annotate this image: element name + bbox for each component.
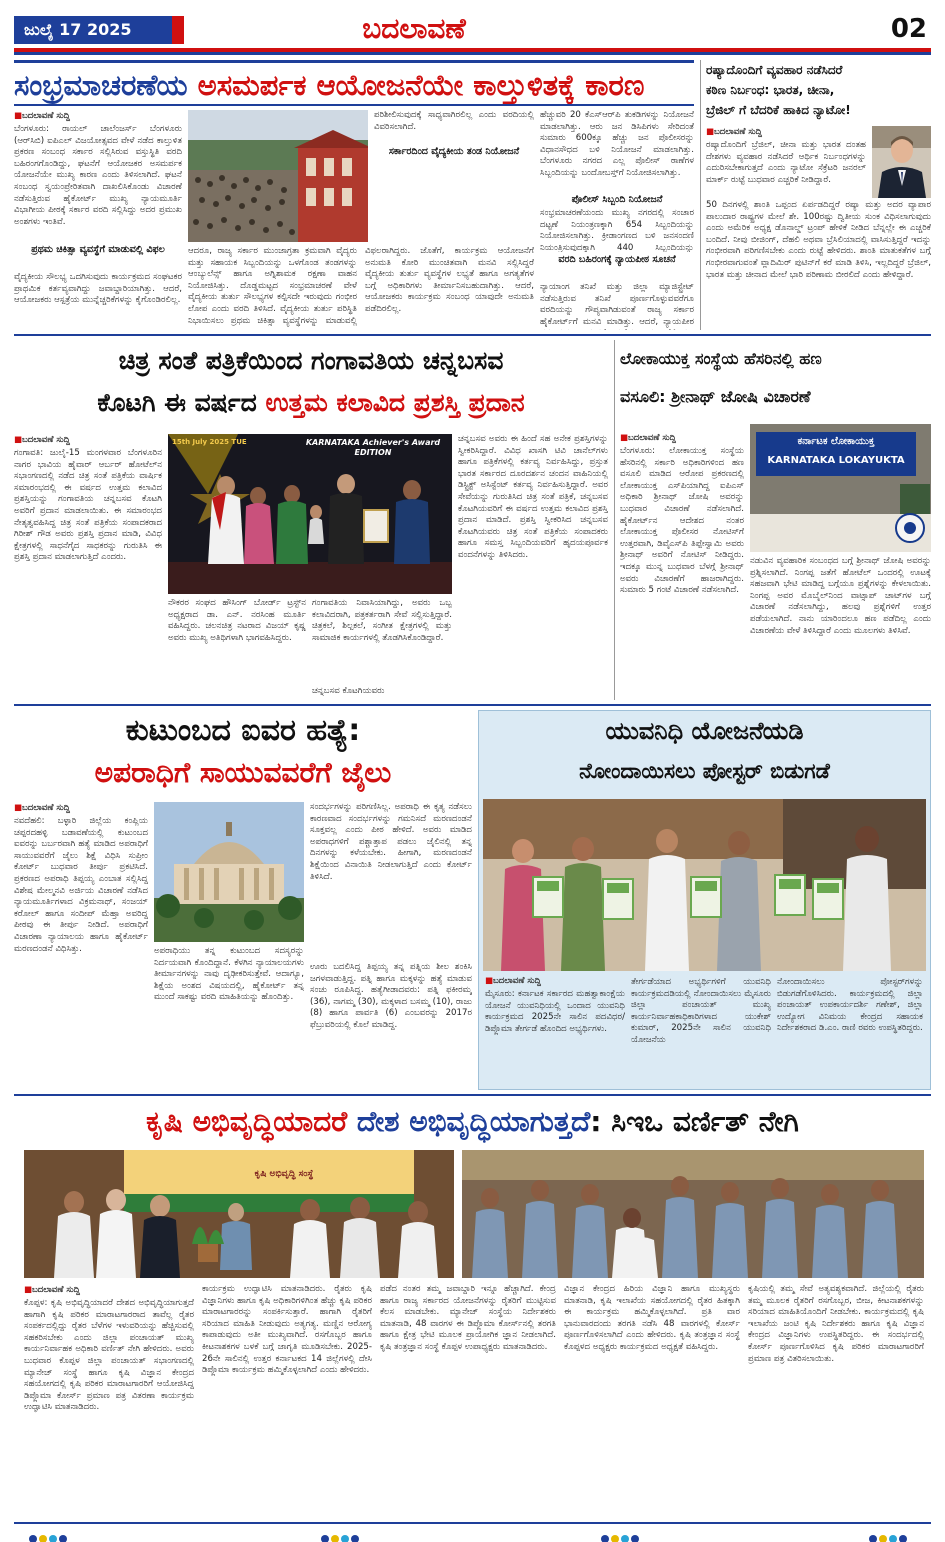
byline: ■ ಬದಲಾವಣೆ ಸುದ್ದಿ: [14, 434, 162, 446]
poster-release-photo: [483, 799, 926, 971]
stampede-crowd-photo: [188, 110, 368, 242]
dot: [899, 1535, 907, 1542]
dot: [49, 1535, 57, 1542]
dot: [341, 1535, 349, 1542]
article-lokayukta: [620, 340, 931, 700]
column-4: ವಿಜ್ಞಾನ ಕೇಂದ್ರದ ಹಿರಿಯ ವಿಜ್ಞಾನಿ ಹಾಗೂ ಮುಖ್ಯಸ್ಥರು ಮಾತನಾಡಿ, ಕೃಷಿ ಇಲಾಖೆಯ ಸಹಯೋಗದಲ್ಲಿ ರೈತರ ಹಿತಕ್ಕಾಗಿ ಈ ಕಾರ್ಯಕ್ರಮ ಹಮ್ಮಿಕೊಳ್ಳಲಾಗಿದೆ. ಪ್ರತಿ ವಾರ ಭಾನುವಾರದಂದು ತರಗತಿ ನಡೆಸಿ 48 ವಾರಗಳಲ್ಲಿ ಕೋರ್ಸ್ ಪೂರ್ಣಗೊಳಿಸಲಾಗಿದೆ ಎಂದು ಹೇಳಿದರು. ಕೃಷಿ ತಂತ್ರಜ್ಞಾನ ಸಂಸ್ಥೆ ಕೊಪ್ಪಳದ ಅಧ್ಯಕ್ಷರು ಕಾರ್ಯಕ್ರಮದ ಅಧ್ಯಕ್ಷತೆ ವಹಿಸಿದ್ದರು.: [564, 1284, 740, 1352]
intro: ರಷ್ಯಾದೊಂದಿಗೆ ಬ್ರೆಜಿಲ್, ಚೀನಾ ಮತ್ತು ಭಾರತ ದಂತಹ ದೇಶಗಳು ವ್ಯವಹಾರ ನಡೆಸಿದರೆ ಆರ್ಥಿಕ ನಿರ್ಬಂಧಗಳನ್ನು ಎದುರಿಸಬೇಕಾಗುತ್ತದೆ ಎಂದು ನ್ಯಾಟೋ ಸೆಕ್ರೆಟರಿ ಜನರಲ್ ಮಾರ್ಕ್ ರುಟ್ಟೆ ಬುಧವಾರ ಎಚ್ಚರಿಕೆ ನೀಡಿದ್ದಾರೆ.: [706, 140, 866, 185]
column-3c: ನ್ಯಾಯಾಂಗ ತನಿಖೆ ಮತ್ತು ಜಿಲ್ಲಾ ಮ್ಯಾಜಿಸ್ಟ್ರೇಟ್ ನಡೆಸುತ್ತಿರುವ ತನಿಖೆ ಪೂರ್ಣಗೊಳ್ಳುವವರೆಗೂ ವರದಿಯನ್ನು ಗೌಪ್ಯವಾಗಿಡುವಂತೆ ರಾಜ್ಯ ಸರ್ಕಾರ ಹೈಕೋರ್ಟ್‌ಗೆ ಮನವಿ ಮಾಡಿತ್ತು. ಆದರೆ, ನ್ಯಾಯಪೀಠ: [540, 282, 694, 327]
column-1: ಮೈಸೂರು: ಕರ್ನಾಟಕ ಸರ್ಕಾರದ ಮಹತ್ವಾಕಾಂಕ್ಷೆಯ ಯೋಜನೆ ಯುವನಿಧಿಯಲ್ಲಿ ಒಂದಾದ ಯುವನಿಧಿ ಕಾರ್ಯಕ್ರಮದ 2025ನೇ ಸಾಲಿನ ಪದವಿಧರ/ ಡಿಪ್ಲೊಮಾ ತೇರ್ಗಡೆ ಹೊಂದಿದ ಅಭ್ಯರ್ಥಿಗಳು.: [485, 989, 625, 1034]
footer-dots-right: [868, 1528, 928, 1538]
column-2-bottom: ಅಪರಾಧಿಯು ತನ್ನ ಕುಟುಂಬದ ಸದಸ್ಯರನ್ನು ನಿರ್ದಯವಾಗಿ ಕೊಂದಿದ್ದಾನೆ. ಕೆಳಗಿನ ನ್ಯಾಯಾಲಯಗಳು ತೀರ್ಮಾನಗಳನ್ನು ನಾವು ದೃಢೀಕರಿಸುತ್ತೇವೆ. ಆದಾಗ್ಯೂ, ಶಿಕ್ಷೆಯ ಅಂಶದ ವಿಷಯದಲ್ಲಿ, ಹೈಕೋರ್ಟ್ ತನ್ನ ಮುಂದೆ ಸಾಕಷ್ಟು ವರದಿ ಮಾಹಿತಿಯನ್ನು ಹೊಂದಿತ್ತು.: [154, 946, 304, 1003]
headline-line-2: [14, 382, 608, 424]
column-3b: ಸಂಭ್ರಮಾಚರಣೆಯಂದು ಮುಖ್ಯ ನಗರದಲ್ಲಿ ಸಂಚಾರ ದಟ್ಟಣೆ ನಿಯಂತ್ರಣಕ್ಕಾಗಿ 654 ಸಿಬ್ಬಂದಿಯನ್ನು ನಿಯೋಜಿಸಲಾಗಿತ್ತು. ಕ್ರೀಡಾಂಗಣದ ಬಳಿ ಜನಸಂದಣಿ ನಿಯಂತ್ರಿಸುವುದಕ್ಕಾಗಿ 440 ಸಿಬ್ಬಂದಿಯನ್ನು: [540, 208, 694, 252]
event-banner-text: ಕೃಷಿ ಅಭಿವೃದ್ಧಿ ಸಂಸ್ಥೆ: [254, 1169, 314, 1179]
trainees-audience-photo: [462, 1150, 924, 1278]
headline-line-1: ಲೋಕಾಯುಕ್ತ ಸಂಸ್ಥೆಯ ಹೆಸರಿನಲ್ಲಿ ಹಣ: [620, 349, 822, 368]
byline: ■ ಬದಲಾವಣೆ ಸುದ್ದಿ: [620, 432, 744, 444]
headline-line-2: ನೋಂದಾಯಿಸಲು ಪೋಸ್ಟರ್ ಬಿಡುಗಡೆ: [579, 759, 830, 783]
photo-banner-title: KARNATAKA Achiever's Award EDITION: [305, 438, 441, 457]
column-1: ಬೆಂಗಳೂರು: ರಾಯಲ್ ಚಾಲೆಂಜರ್ಸ್ ಬೆಂಗಳೂರು (ಆರ್‌ಸಿಬಿ) ಐಪಿಎಲ್ ವಿಜಯೋತ್ಸವದ ವೇಳೆ ನಡೆದ ಕಾಲ್ತುಳಿತ ಪ್ರಕರಣ ಸಂಬಂಧ ಸರ್ಕಾರ ಸಲ್ಲಿಸಿರುವ ವಸ್ತುಸ್ಥಿತಿ ವರದಿ ಬಹಿರಂಗಗೊಂಡಿದ್ದು, ಘಟನೆಗೆ ಆಯೋಜಕರ ಅಸಮರ್ಪಕ ಯೋಜನೆಯೇ ಮುಖ್ಯ ಕಾರಣ ಎಂದು ತಿಳಿಸಲಾಗಿದೆ. ಘಟನೆ ಸಂಬಂಧ ಸ್ವಯಂಪ್ರೇರಿತವಾಗಿ ದಾಖಲಿಸಿಕೊಂಡು ವಿಚಾರಣೆ ನಡೆಸುತ್ತಿರುವ ಹೈಕೋರ್ಟ್ ಮುಖ್ಯ ನ್ಯಾಯಮೂರ್ತಿ ವಿಭಾಗೀಯ ಪೀಠಕ್ಕೆ ಸರ್ಕಾರ ವರದಿ ಸಲ್ಲಿಸಿದ್ದು ಅದರ ಪ್ರಮುಖ ಅಂಶಗಳು ಇಂತಿವೆ.: [14, 124, 182, 227]
sign-text-english: KARNATAKA LOKAYUKTA: [767, 455, 905, 466]
headline: [14, 340, 608, 428]
divider-vertical-2: [614, 340, 615, 700]
headline-line-2a: ಕೊಟಗಿ ಈ ವರ್ಷದ: [97, 388, 266, 417]
divider-vertical: [700, 60, 701, 330]
column-1b: ವೈದ್ಯಕೀಯ ಸೌಲಭ್ಯ ಒದಗಿಸುವುದು ಕಾರ್ಯಕ್ರಮದ ಸಂಘಟಕರ ಪ್ರಾಥಮಿಕ ಕರ್ತವ್ಯವಾಗಿದ್ದು ಜವಾಬ್ದಾರಿಯಾಗಿತ್ತು. ಆದರೆ, ಆಯೋಜಕರು ಆಸ್ಪತ್ರೆಯ ಮುನ್ನೆಚ್ಚರಿಕೆಗಳನ್ನು ಕೈಗೊಂಡಿರಲಿಲ್ಲ.: [14, 272, 182, 306]
subheading-first-aid: ಪ್ರಥಮ ಚಿಕಿತ್ಸಾ ವ್ಯವಸ್ಥೆಗೆ ಮಾಡುವಲ್ಲಿ ವಿಫಲ: [31, 244, 165, 255]
column-1: ನವದೆಹಲಿ: ಬಳ್ಳಾರಿ ಜಿಲ್ಲೆಯ ಕಂಪ್ಲಿಯ ಚಪ್ಪರದಹಳ್ಳಿ ಬಡಾವಣೆಯಲ್ಲಿ ಕುಟುಂಬದ ಐವರನ್ನು ಬರ್ಬರವಾಗಿ ಹತ್ಯೆ ಮಾಡಿದ ಅಪರಾಧಿಗೆ ಸಾಯುವವರೆಗೆ ಜೈಲು ಶಿಕ್ಷೆ ವಿಧಿಸಿ ಸುಪ್ರೀಂ ಕೋರ್ಟ್ ಬುಧವಾರ ತೀರ್ಪು ಪ್ರಕಟಿಸಿದೆ. ಪ್ರಕರಣದ ಅಪರಾಧಿ ತಿಪ್ಪಯ್ಯ ಎಂಬಾತ ಸಲ್ಲಿಸಿದ್ದ ವಿಶೇಷ ಮೇಲ್ಮನವಿ ಅರ್ಜಿಯ ವಿಚಾರಣೆ ನಡೆಸಿದ ನ್ಯಾಯಮೂರ್ತಿಗಳಾದ ವಿಕ್ರಮನಾಥ್, ಸಂಜಯ್ ಕರೋಲ್ ಹಾಗೂ ಸಂದೀಪ್ ಮೆಹ್ತಾ ಅವರಿದ್ದ ಪೀಠವು ಈ ತೀರ್ಪು ನೀಡಿದೆ. ಅಪರಾಧಿಗೆ ವಿಚಾರಣಾ ನ್ಯಾಯಾಲಯ ಹಾಗೂ ಹೈಕೋರ್ಟ್ ಮರಣದಂಡನೆ ವಿಧಿಸಿತ್ತು.: [14, 816, 148, 954]
footer-dots-center-left: [320, 1528, 380, 1538]
headline: [620, 340, 931, 420]
dot: [621, 1535, 629, 1542]
header-rule-blue: [14, 52, 931, 55]
column-2: ಕಾರ್ಯಕ್ರಮ ಉದ್ಘಾಟಿಸಿ ಮಾತನಾಡಿದರು. ರೈತರು ಕೃಷಿ ವಿಜ್ಞಾನಿಗಳು ಹಾಗೂ ಕೃಷಿ ಅಧಿಕಾರಿಗಳಿಗಿಂತ ಹೆಚ್ಚು ಕೃಷಿ ಪರಿಕರ ಮಾರಾಟಗಾರರನ್ನು ಸಂಪರ್ಕಿಸುತ್ತಾರೆ. ಹಾಗಾಗಿ ರೈತರಿಗೆ ಸರಿಯಾದ ಮಾಹಿತಿ ನೀಡುವುದು ಅತ್ಯಗತ್ಯ. ಮಣ್ಣಿನ ಆರೋಗ್ಯ ಕಾಪಾಡುವುದು ಅತೀ ಮುಖ್ಯವಾಗಿದೆ. ರಸಗೊಬ್ಬರ ಹಾಗೂ ಕೀಟನಾಶಕಗಳ ಬಳಕೆ ಬಗ್ಗೆ ಜಾಗೃತಿ ಮೂಡಿಸಬೇಕು. 2025-26ನೇ ಸಾಲಿನಲ್ಲಿ ಉತ್ತರ ಕರ್ನಾಟಕದ 14 ಜಿಲ್ಲೆಗಳಲ್ಲಿ ದೇಸಿ ಡಿಪ್ಲೊಮಾ ಕಾರ್ಯಕ್ರಮ ಹಮ್ಮಿಕೊಳ್ಳಲಾಗಿದೆ ಎಂದು ಹೇಳಿದರು.: [202, 1284, 372, 1376]
headline-line-1: ರಷ್ಯಾದೊಂದಿಗೆ ವ್ಯವಹಾರ ನಡೆಸಿದರೆ: [706, 63, 843, 77]
dot: [869, 1535, 877, 1542]
masthead: ಬದಲಾವಣೆ: [362, 12, 466, 45]
headline-part-2: ದೇಶ ಅಭಿವೃದ್ಧಿಯಾಗುತ್ತದೆ: [356, 1105, 591, 1138]
header: [14, 12, 931, 48]
column-3: ಗಂಗಾವತಿಯ ನಿವಾಸಿಯಾಗಿದ್ದು, ಅವರು ಒಬ್ಬ ಕಲಾವಿದರಾಗಿ, ಪತ್ರಕರ್ತರಾಗಿ ಸೇವೆ ಸಲ್ಲಿಸುತ್ತಿದ್ದಾರೆ. ಚಿತ್ರಕಲೆ, ಶಿಲ್ಪಕಲೆ, ಸಂಗೀತ ಕ್ಷೇತ್ರಗಳಲ್ಲಿ ಮತ್ತು ಸಾಮಾಜಿಕ ಕಾರ್ಯಗಳಲ್ಲಿ ತೊಡಗಿಸಿಕೊಂಡಿದ್ದಾರೆ.: [312, 598, 452, 643]
headline-line-2: ವಸೂಲಿ: ಶ್ರೀನಾಥ್ ಜೋಷಿ ವಿಚಾರಣೆ: [620, 387, 811, 406]
headline-part-1: ಕೃಷಿ ಅಭಿವೃದ್ಧಿಯಾದರೆ: [146, 1105, 357, 1138]
dot: [59, 1535, 67, 1542]
dot: [331, 1535, 339, 1542]
column-2: ನಡುವಿನ ವ್ಯವಹಾರಿಕ ಸಂಬಂಧದ ಬಗ್ಗೆ ಶ್ರೀನಾಥ್ ಜೋಷಿ ಅವರನ್ನು ಪ್ರಶ್ನಿಸಲಾಗಿದೆ. ನಿಂಗಪ್ಪ ಜತೆಗೆ ಹೋಟೆಲ್ ಒಂದರಲ್ಲಿ ಊಟಕ್ಕೆ ಸಹಜವಾಗಿ ಭೇಟಿ ಮಾಡಿದ್ದ ಬಗ್ಗೆಯೂ ಪ್ರಶ್ನೆಗಳನ್ನು ಕೇಳಲಾಯಿತು. ನಿಂಗಪ್ಪ ಅವರ ಮೊಬೈಲ್‌ನಿಂದ ವಾಟ್ಸಾಪ್ ಚಾಟ್‌ಗಳ ಬಗ್ಗೆ ವಿಚಾರಣೆ ನಡೆಸಲಾಗಿದ್ದು, ಹಲವು ಪ್ರಶ್ನೆಗಳಿಗೆ ಉತ್ತರ ಪಡೆಯಲಾಗಿದೆ. ನಾನು ಯಾರಿಂದಲೂ ಹಣ ಪಡೆದಿಲ್ಲ ಎಂದು ವಿಚಾರಣೆಯ ವೇಳೆ ತಿಳಿಸಿದ್ದಾರೆ ಎಂದು ಮೂಲಗಳು ತಿಳಿಸಿವೆ.: [750, 556, 931, 636]
headline-line-1: ಚಿತ್ರ ಸಂತೆ ಪತ್ರಿಕೆಯಿಂದ ಗಂಗಾವತಿಯ ಚನ್ನಬಸವ: [118, 346, 504, 375]
article-award: [14, 340, 608, 700]
column-2: ಪರಿಶೀಲಿಸುವುದಕ್ಕೆ ಸಾಧ್ಯವಾಗಿರಲಿಲ್ಲ ಎಂದು ವರದಿಯಲ್ಲಿ ವಿವರಿಸಲಾಗಿದೆ.: [374, 110, 534, 132]
headline-line-2: ಕಠಿಣ ನಿರ್ಬಂಧ: ಭಾರತ, ಚೀನಾ,: [706, 83, 835, 97]
headline: [14, 1100, 931, 1144]
column-4: ಚನ್ನಬಸವ ಅವರು ಈ ಹಿಂದೆ ಸಹ ಅನೇಕ ಪ್ರಶಸ್ತಿಗಳನ್ನು ಸ್ವೀಕರಿಸಿದ್ದಾರೆ. ವಿವಿಧ ಖಾಸಗಿ ಟಿವಿ ಚಾನೆಲ್‌ಗಳು ಹಾಗೂ ಪತ್ರಿಕೆಗಳಲ್ಲಿ ಕರ್ತವ್ಯ ನಿರ್ವಹಿಸಿದ್ದು, ಪ್ರಸ್ತುತ ಭಾರತ ಸರ್ಕಾರದ ದೂರದರ್ಶನ ಚಂದನ ವಾಹಿನಿಯಲ್ಲಿ ಡಿಸ್ಟ್ರಿಕ್ಟ್ ಅಸಿಸ್ಟೆಂಟ್ ಕರ್ತವ್ಯ ನಿರ್ವಹಿಸುತ್ತಿದ್ದಾರೆ. ಅವರ ಸೇವೆಯನ್ನು ಗುರುತಿಸಿದ ಚಿತ್ರ ಸಂತೆ ಪತ್ರಿಕೆ, ಚನ್ನಬಸವ ಕೊಟಗಿಯವರಿಗೆ ಈ ವರ್ಷದ ಉತ್ತಮ ಕಲಾವಿದ ಪ್ರಶಸ್ತಿ ಪ್ರದಾನ ಮಾಡಿದೆ. ಪ್ರಶಸ್ತಿ ಸ್ವೀಕರಿಸಿದ ಚನ್ನಬಸವ ಕೊಟಗಿಯವರು ಚಿತ್ರ ಸಂತೆ ಪತ್ರಿಕೆಯ ಸಂಪಾದಕರು ಹಾಗೂ ಸಮಸ್ತ ಸಿಬ್ಬಂದಿಯವರಿಗೆ ಹೃದಯಪೂರ್ವಕ ವಂದನೆಗಳನ್ನು ತಿಳಿಸಿದರು.: [458, 434, 608, 560]
subheading-police: ಪೊಲೀಸ್ ಸಿಬ್ಬಂದಿ ನಿಯೋಜನೆ: [571, 194, 663, 205]
byline: ■ ಬದಲಾವಣೆ ಸುದ್ದಿ: [14, 110, 182, 122]
column-3-foot: ಚನ್ನಬಸವ ಕೊಟಗಿಯವರು: [312, 686, 385, 696]
body: 50 ದಿನಗಳಲ್ಲಿ ಶಾಂತಿ ಒಪ್ಪಂದ ಏರ್ಪಡದಿದ್ದರೆ ರಷ್ಯಾ ಮತ್ತು ಅದರ ವ್ಯಾಪಾರ ಪಾಲುದಾರ ರಾಷ್ಟ್ರಗಳ ಮೇಲೆ ಶೇ. 100ರಷ್ಟು ದ್ವಿತೀಯ ಸುಂಕ ವಿಧಿಸಲಾಗುವುದು ಎಂದು ಅಮೆರಿಕ ಅಧ್ಯಕ್ಷ ಡೊನಾಲ್ಡ್ ಟ್ರಂಪ್ ಹೇಳಿಕೆ ನೀಡಿದ ಬೆನ್ನಲ್ಲೇ ಈ ಎಚ್ಚರಿಕೆ ಬಂದಿದೆ. ನೀವು ಬೀಜಿಂಗ್, ದೆಹಲಿ ಅಥವಾ ಬ್ರೆಸಿಲಿಯಾದಲ್ಲಿ ವಾಸಿಸುತ್ತಿದ್ದರೆ ಇದನ್ನು ಗಂಭೀರವಾಗಿ ಪರಿಗಣಿಸಬೇಕು ಎಂದು ರುಟ್ಟೆ ಹೇಳಿದರು. ಶಾಂತಿ ಮಾತುಕತೆಗಳ ಬಗ್ಗೆ ಗಂಭೀರವಾಗುವಂತೆ ವ್ಲಾದಿಮಿರ್ ಪುಟಿನ್‌ಗೆ ಕರೆ ಮಾಡಿ ತಿಳಿಸಿ, ಇಲ್ಲದಿದ್ದರೆ ಬ್ರೆಜಿಲ್, ಭಾರತ ಮತ್ತು ಚೀನಾದ ಮೇಲೆ ಭಾರಿ ಪರಿಣಾಮ ಬೀರಲಿದೆ ಎಂದು ಹೇಳಿದ್ದಾರೆ.: [706, 200, 931, 280]
byline: ■ ಬದಲಾವಣೆ ಸುದ್ದಿ: [24, 1284, 194, 1296]
article-agriculture: [14, 1100, 931, 1520]
subheading-medical-team: ಸರ್ಕಾರದಿಂದ ವೈದ್ಯಕೀಯ ತಂಡ ನಿಯೋಜನೆ: [388, 146, 520, 157]
column-1: ಗಂಗಾವತಿ: ಜುಲೈ-15 ಮಂಗಳವಾರ ಬೆಂಗಳೂರಿನ ನಾಗರ ಭಾವಿಯ ಹೈವಾರ್ ಆರ್ಬರ್ ಹೋಟೆಲ್‌ನ ಸಭಾಂಗಣದಲ್ಲಿ ನಡೆದ ಚಿತ್ರ ಸಂತೆ ಪತ್ರಿಕೆಯ ವಾರ್ಷಿಕ ಸಮಾರಂಭದಲ್ಲಿ ಈ ವರ್ಷದ ಉತ್ತಮ ಕಲಾವಿದ ಪ್ರಶಸ್ತಿಯನ್ನು ಗಂಗಾವತಿಯ ಚನ್ನಬಸವ ಕೊಟಗಿ ಅವರಿಗೆ ಪ್ರದಾನ ಮಾಡಲಾಯಿತು. ಈ ಸಮಾರಂಭದ ನೇತೃತ್ವವಹಿಸಿದ್ದ ಚಿತ್ರ ಸಂತೆ ಪತ್ರಿಕೆಯ ಸಂಪಾದಕರಾದ ಗಿರೀಶ್ ಗೌಡ ಅವರು ಪ್ರಶಸ್ತಿ ಪ್ರದಾನ ಮಾಡಿ, ವಿವಿಧ ಕ್ಷೇತ್ರಗಳಲ್ಲಿ ಸಾಧನೆಗೈದ ಸಾಧಕರನ್ನು ಗುರುತಿಸಿ ಈ ಪ್ರಶಸ್ತಿ ಪ್ರದಾನ ಮಾಡಲಾಗುತ್ತಿದೆ ಎಂದರು.: [14, 448, 162, 563]
column-1: ಕೊಪ್ಪಳ: ಕೃಷಿ ಅಭಿವೃದ್ಧಿಯಾದರೆ ದೇಶದ ಅಭಿವೃದ್ಧಿಯಾಗುತ್ತದೆ ಹಾಗಾಗಿ ಕೃಷಿ ಪರಿಕರ ಮಾರಾಟಗಾರರಾದ ತಾವೆಲ್ಲ ರೈತರ ಸಂಪರ್ಕದಲ್ಲಿದ್ದು ರೈತರ ಬೆಳೆಗಳ ಇಳುವರಿಯನ್ನು ಹೆಚ್ಚಿಸುವಲ್ಲಿ ಸಹಕರಿಸಬೇಕು ಎಂದು ಜಿಲ್ಲಾ ಪಂಚಾಯತ್ ಮುಖ್ಯ ಕಾರ್ಯನಿರ್ವಾಹಕ ಅಧಿಕಾರಿ ವರ್ಣಿತ್ ನೇಗಿ ಹೇಳಿದರು. ಅವರು ಬುಧವಾರ ಕೊಪ್ಪಳ ಜಿಲ್ಲಾ ಪಂಚಾಯತ್ ಸಭಾಂಗಣದಲ್ಲಿ ಮ್ಯಾನೇಜ್ ಸಂಸ್ಥೆ ಹಾಗೂ ಕೃಷಿ ವಿಜ್ಞಾನ ಕೇಂದ್ರದ ಸಹಯೋಗದಲ್ಲಿ ಕೃಷಿ ಪರಿಕರ ಮಾರಾಟಗಾರರಿಗೆ ಆಯೋಜಿಸಿದ್ದ ಡಿಪ್ಲೊಮಾ ಕೋರ್ಸ್ ಪ್ರಮಾಣ ಪತ್ರ ವಿತರಣಾ ಕಾರ್ಯಕ್ರಮ ಉದ್ಘಾಟಿಸಿ ಮಾತನಾಡಿದರು.: [24, 1298, 194, 1413]
byline: ■ ಬದಲಾವಣೆ ಸುದ್ದಿ: [485, 975, 625, 987]
headline-line-2b: ಉತ್ತಮ ಕಲಾವಿದ ಪ್ರಶಸ್ತಿ ಪ್ರದಾನ: [265, 388, 525, 417]
supreme-court-photo: [154, 802, 304, 942]
headline-line-1: ಯುವನಿಧಿ ಯೋಜನೆಯಡಿ: [605, 717, 804, 745]
column-1: ಬೆಂಗಳೂರು: ಲೋಕಾಯುಕ್ತ ಸಂಸ್ಥೆಯ ಹೆಸರಿನಲ್ಲಿ ಸರ್ಕಾರಿ ಅಧಿಕಾರಿಗಳಿಂದ ಹಣ ವಸೂಲಿ ಮಾಡಿದ ಆರೋಪ ಪ್ರಕರಣದಲ್ಲಿ ಲೋಕಾಯುಕ್ತ ಎಸ್‌ಪಿಯಾಗಿದ್ದ ಐಪಿಎಸ್ ಅಧಿಕಾರಿ ಶ್ರೀನಾಥ್ ಜೋಷಿ ಅವರನ್ನು ಬುಧವಾರ ವಿಚಾರಣೆ ನಡೆಸಲಾಗಿದೆ. ಹೈಕೋರ್ಟ್‌ನ ಆದೇಶದ ನಂತರ ಲೋಕಾಯುಕ್ತ ಪೊಲೀಸರ ನೋಟಿಸ್‌ಗೆ ಉತ್ತರವಾಗಿ, ಡಿವೈಎಸ್‌ಪಿ ತಿಪ್ಪೇಸ್ವಾಮಿ ಅವರು ಶ್ರೀನಾಥ್ ಅವರಿಗೆ ನೋಟಿಸ್ ನೀಡಿದ್ದರು. ಇದಕ್ಕೂ ಮುನ್ನ ಬುಧವಾರ ಬೆಳಗ್ಗೆ ಶ್ರೀನಾಥ್ ಅವರು ವಿಚಾರಣೆಗೆ ಹಾಜರಾಗಿದ್ದರು. ಸುಮಾರು 5 ಗಂಟೆ ವಿಚಾರಣೆ ನಡೆಸಲಾಗಿದೆ.: [620, 446, 744, 596]
dot: [321, 1535, 329, 1542]
column-2: ತೇರ್ಗಡೆಯಾದ ಅಭ್ಯರ್ಥಿಗಳಿಗೆ ಯುವನಿಧಿ ಕಾರ್ಯಕ್ರಮದಡಿಯಲ್ಲಿ ನೋಂದಾಯಿಸಲು ಮೈಸೂರು ಜಿಲ್ಲಾ ಪಂಚಾಯತ್ ಮುಖ್ಯ ಕಾರ್ಯನಿರ್ವಾಹಕಾಧಿಕಾರಿಗಳಾದ ಯುಕೇಶ್ ಕುಮಾರ್, 2025ನೇ ಸಾಲಿನ ಯುವನಿಧಿ ಯೋಜನೆಯ: [631, 977, 771, 1045]
divider-3: [14, 1094, 931, 1096]
footer-rule: [14, 1522, 931, 1524]
byline: ■ ಬದಲಾವಣೆ ಸುದ್ದಿ: [706, 126, 856, 138]
byline: ■ ಬದಲಾವಣೆ ಸುದ್ದಿ: [14, 802, 148, 814]
column-5: ಕೃಷಿಯಲ್ಲಿ ತಮ್ಮ ಸೇವೆ ಅತ್ಯವಶ್ಯಕವಾಗಿದೆ. ಜಿಲ್ಲೆಯಲ್ಲಿ ರೈತರು ತಮ್ಮ ಮೂಲಕ ರೈತರಿಗೆ ರಸಗೊಬ್ಬರ, ಬೀಜ, ಕೀಟನಾಶಕಗಳನ್ನು ಸರಿಯಾದ ಮಾಹಿತಿಯೊಂದಿಗೆ ನೀಡಬೇಕು. ಕಾರ್ಯಕ್ರಮದಲ್ಲಿ ಕೃಷಿ ಇಲಾಖೆಯ ಜಂಟಿ ಕೃಷಿ ನಿರ್ದೇಶಕರು ಹಾಗೂ ಕೃಷಿ ವಿಜ್ಞಾನ ಕೇಂದ್ರದ ವಿಜ್ಞಾನಿಗಳು ಉಪಸ್ಥಿತರಿದ್ದರು. ಈ ಸಂದರ್ಭದಲ್ಲಿ ಕೋರ್ಸ್ ಪೂರ್ಣಗೊಳಿಸಿದ ಕೃಷಿ ಪರಿಕರ ಮಾರಾಟಗಾರರಿಗೆ ಪ್ರಮಾಣ ಪತ್ರ ವಿತರಿಸಲಾಯಿತು.: [748, 1284, 924, 1364]
column-3: ಹೆಚ್ಚುವರಿ 20 ಕೆಎಸ್‌ಆರ್‌ಪಿ ತುಕಡಿಗಳನ್ನು ನಿಯೋಜನೆ ಮಾಡಲಾಗಿತ್ತು. ಆರು ಜನ ಡಿಸಿಪಿಗಳು ಸೇರಿದಂತೆ ಸುಮಾರು 600ಕ್ಕೂ ಹೆಚ್ಚು ಜನ ಪೊಲೀಸರನ್ನು ವಿಧಾನಸೌಧದ ಬಳಿ ನಿಯೋಜನೆ ಮಾಡಲಾಗಿತ್ತು. ಬೆಂಗಳೂರು ನಗರದ ಎಲ್ಲ ಪೊಲೀಸ್ ಠಾಣೆಗಳ ಸಿಬ್ಬಂದಿಯನ್ನು ಬಂದೋಬಸ್ತ್‌ಗೆ ನಿಯೋಜಿಸಲಾಗಿತ್ತು.: [540, 110, 694, 178]
dot: [631, 1535, 639, 1542]
dot: [601, 1535, 609, 1542]
article-nato-warning: [706, 60, 931, 330]
divider-2: [14, 704, 931, 706]
divider-1: [14, 334, 931, 336]
sign-text-kannada: ಕರ್ನಾಟಕ ಲೋಕಾಯುಕ್ತ: [797, 436, 875, 447]
headline: [14, 710, 472, 796]
issue-date: ಜುಲೈ 17 2025: [24, 20, 132, 39]
dot: [29, 1535, 37, 1542]
certificate-ceremony-photo: [24, 1150, 454, 1278]
headline-line-2: ಅಪರಾಧಿಗೆ ಸಾಯುವವರೆಗೆ ಜೈಲು: [94, 756, 392, 789]
dot: [351, 1535, 359, 1542]
column-3: ಊರು ಬದಲಿಸಿದ್ದ ತಿಪ್ಪಯ್ಯ ತನ್ನ ಪತ್ನಿಯ ಶೀಲ ಶಂಕಿಸಿ ಜಗಳವಾಡುತ್ತಿದ್ದ. ಪತ್ನಿ ಹಾಗೂ ಮಕ್ಕಳನ್ನು ಹತ್ಯೆ ಮಾಡುವ ಸಂಚು ರೂಪಿಸಿದ್ದ. ಹತ್ಯೆಗೀಡಾದವರು: ಪತ್ನಿ ಫಕೀರಮ್ಮ (36), ನಾಗಮ್ಮ (30), ಮಕ್ಕಳಾದ ಬಸಮ್ಮ (10), ರಾಜು (8) ಹಾಗೂ ಪಾರ್ವತಿ (6) ಎಂಬವರನ್ನು 2017ರ ಫೆಬ್ರುವರಿಯಲ್ಲಿ ಕೊಲೆ ಮಾಡಿದ್ದ.: [310, 962, 472, 1030]
article-murder-verdict: [14, 710, 472, 1090]
lokayukta-sign-photo: [750, 424, 931, 552]
page-number: 02: [890, 14, 927, 44]
subheading-court: ವರದಿ ಬಹಿರಂಗಕ್ಕೆ ನ್ಯಾಯಪೀಠ ಸೂಚನೆ: [558, 254, 676, 265]
headline-part-2: ಅಸಮರ್ಪಕ ಆಯೋಜನೆಯೇ ಕಾಲ್ತುಳಿತಕ್ಕೆ ಕಾರಣ: [197, 68, 645, 102]
dot: [879, 1535, 887, 1542]
nato-chief-photo: [872, 126, 931, 198]
headline-line-1: ಕುಟುಂಬದ ಐವರ ಹತ್ಯೆ:: [125, 713, 361, 748]
column-2b: ಆದರೂ, ರಾಜ್ಯ ಸರ್ಕಾರ ಮುಂಜಾಗ್ರತಾ ಕ್ರಮವಾಗಿ ವೈದ್ಯರು ಮತ್ತು ಸಹಾಯಕ ಸಿಬ್ಬಂದಿಯನ್ನು ಒಳಗೊಂಡ ತಂಡಗಳನ್ನು ಆಂಬ್ಯುಲೆನ್ಸ್ ಹಾಗೂ ಅಗ್ನಿಶಾಮಕ ರಕ್ಷಣಾ ವಾಹನ ನಿಯೋಜಿಸಿತ್ತು. ದೊಡ್ಡಮಟ್ಟದ ಸಂಭ್ರಮಾಚರಣೆ ವೇಳೆ ವೈದ್ಯಕೀಯ ತುರ್ತು ಸೌಲಭ್ಯಗಳ ಕಲ್ಪಿಸದೇ ಇರುವುದು ಗಂಭೀರ ಲೋಪ ಎಂದು ವರದಿ ತಿಳಿಸಿದೆ. ವೈದ್ಯಕೀಯ ತುರ್ತು ಪರಿಸ್ಥಿತಿ ನಿಭಾಯಿಸಲು ಪ್ರಥಮ ಚಿಕಿತ್ಸಾ ವ್ಯವಸ್ಥೆಗಳನ್ನು ಮಾಡುವಲ್ಲಿ ವಿಫಲರಾಗಿದ್ದರು. ಜೊತೆಗೆ, ಕಾರ್ಯಕ್ರಮ ಆಯೋಜನೆಗೆ ಅನುಮತಿ ಕೋರಿ ಮುಂಚಿತವಾಗಿ ಮನವಿ ಸಲ್ಲಿಸಿದ್ದರೆ ವೈದ್ಯಕೀಯ ತುರ್ತು ವ್ಯವಸ್ಥೆಗಳ ಲಭ್ಯತೆ ಹಾಗೂ ಅಗತ್ಯತೆಗಳ ಬಗ್ಗೆ ಅಧಿಕಾರಿಗಳು ತೀರ್ಮಾನಿಸಬಹುದಾಗಿತ್ತು. ಆದರೆ, ಆಯೋಜಕರು ಕಾರ್ಯಕ್ರಮ ಸಂಬಂಧ ಯಾವುದೇ ಅನುಮತಿ ಪಡೆದಿರಲಿಲ್ಲ.: [188, 246, 534, 326]
headline-part-1: ಸಂಭ್ರಮಾಚರಣೆಯ: [14, 68, 198, 102]
column-3: ಪಡೆದ ನಂತರ ತಮ್ಮ ಜವಾಬ್ದಾರಿ ಇನ್ನೂ ಹೆಚ್ಚಾಗಿದೆ. ಕೇಂದ್ರ ಹಾಗೂ ರಾಜ್ಯ ಸರ್ಕಾರದ ಯೋಜನೆಗಳನ್ನು ರೈತರಿಗೆ ಮುಟ್ಟಿಸುವ ಕೆಲಸ ಮಾಡಬೇಕು. ಮ್ಯಾನೇಜ್ ಸಂಸ್ಥೆಯ ನಿರ್ದೇಶಕರು ಮಾತನಾಡಿ, 48 ವಾರಗಳ ಈ ಡಿಪ್ಲೊಮಾ ಕೋರ್ಸ್‌ನಲ್ಲಿ ತರಗತಿ ಹಾಗೂ ಕ್ಷೇತ್ರ ಭೇಟಿ ಮೂಲಕ ಪ್ರಾಯೋಗಿಕ ಜ್ಞಾನ ನೀಡಲಾಗಿದೆ. ಕೃಷಿ ತಂತ್ರಜ್ಞಾನ ಸಂಸ್ಥೆ ಕೊಪ್ಪಳ ಉಪಾಧ್ಯಕ್ಷರು ಮಾತನಾಡಿದರು.: [380, 1284, 556, 1352]
headline: [706, 60, 931, 120]
dot: [611, 1535, 619, 1542]
headline-line-3: ಬ್ರೆಜಿಲ್ ಗೆ ಬೆದರಿಕೆ ಹಾಕಿದ ನ್ಯಾಟೋ!: [706, 103, 851, 117]
date-box: [14, 16, 184, 44]
dot: [39, 1535, 47, 1542]
dot: [889, 1535, 897, 1542]
headline: [14, 60, 694, 106]
photo-banner-date: 15th July 2025 TUE: [172, 438, 247, 446]
article-yuvanidhi: [478, 710, 931, 1090]
headline: [479, 711, 930, 795]
headline-part-3: : ಸಿಇಒ ವರ್ಣಿತ್ ನೇಗಿ: [590, 1105, 799, 1138]
award-ceremony-photo: [168, 434, 452, 594]
photo-art: [168, 434, 452, 594]
article-stampede-report: [14, 60, 694, 330]
footer-dots-left: [28, 1528, 88, 1538]
column-2c: [374, 174, 534, 242]
column-2-top: ಸಂದರ್ಭಗಳನ್ನು ಪರಿಗಣಿಸಿಲ್ಲ. ಅಪರಾಧಿ ಈ ಕೃತ್ಯ ನಡೆಸಲು ಕಾರಣವಾದ ಸಂದರ್ಭಗಳನ್ನು ಗಮನಿಸದೆ ಮರಣದಂಡನೆ ಸೂಕ್ತವಲ್ಲ ಎಂದು ಪೀಠ ಹೇಳಿದೆ. ಅವರು ಮಾಡಿದ ಅಪರಾಧಗಳಿಗೆ ಪಶ್ಚಾತ್ತಾಪ ಪಡಲು ಜೈಲಿನಲ್ಲಿ ತನ್ನ ದಿನಗಳನ್ನು ಕಳೆಯಬೇಕು. ಹೀಗಾಗಿ, ಮರಣದಂಡನೆ ಶಿಕ್ಷೆಯಿಂದ ವಿನಾಯಿತಿ ನೀಡಲಾಗುತ್ತಿದೆ ಎಂದು ಕೋರ್ಟ್ ತಿಳಿಸಿದೆ.: [310, 802, 472, 882]
column-2: ನೌಕರರ ಸಂಘದ ಹೌಸಿಂಗ್ ಬೋರ್ಡ್ ಟ್ರಸ್ಟ್‌ನ ಅಧ್ಯಕ್ಷರಾದ ಡಾ. ಎನ್. ನರಸಿಂಹ ಮೂರ್ತಿ ವಹಿಸಿದ್ದರು. ಚಲನಚಿತ್ರ ನಟರಾದ ವಿಜಯ್ ಕೃಷ್ಣ ಅವರು ಮುಖ್ಯ ಅತಿಥಿಗಳಾಗಿ ಭಾಗವಹಿಸಿದ್ದರು.: [168, 598, 306, 643]
column-3: ನೋಂದಾಯಿಸಲು ಪೋಸ್ಟರ್‌ಗಳನ್ನು ಬಿಡುಗಡೆಗೊಳಿಸಿದರು. ಕಾರ್ಯಕ್ರಮದಲ್ಲಿ ಜಿಲ್ಲಾ ಪಂಚಾಯತ್ ಉಪಕಾರ್ಯದರ್ಶಿ ಗಣೇಶ್, ಜಿಲ್ಲಾ ಉದ್ಯೋಗ ವಿನಿಮಯ ಕೇಂದ್ರದ ಸಹಾಯಕ ನಿರ್ದೇಶಕರಾದ ಡಿ.ಎಂ. ರಾಣಿ ರವರು ಉಪಸ್ಥಿತರಿದ್ದರು.: [777, 977, 923, 1034]
footer-dots-center-right: [600, 1528, 660, 1538]
